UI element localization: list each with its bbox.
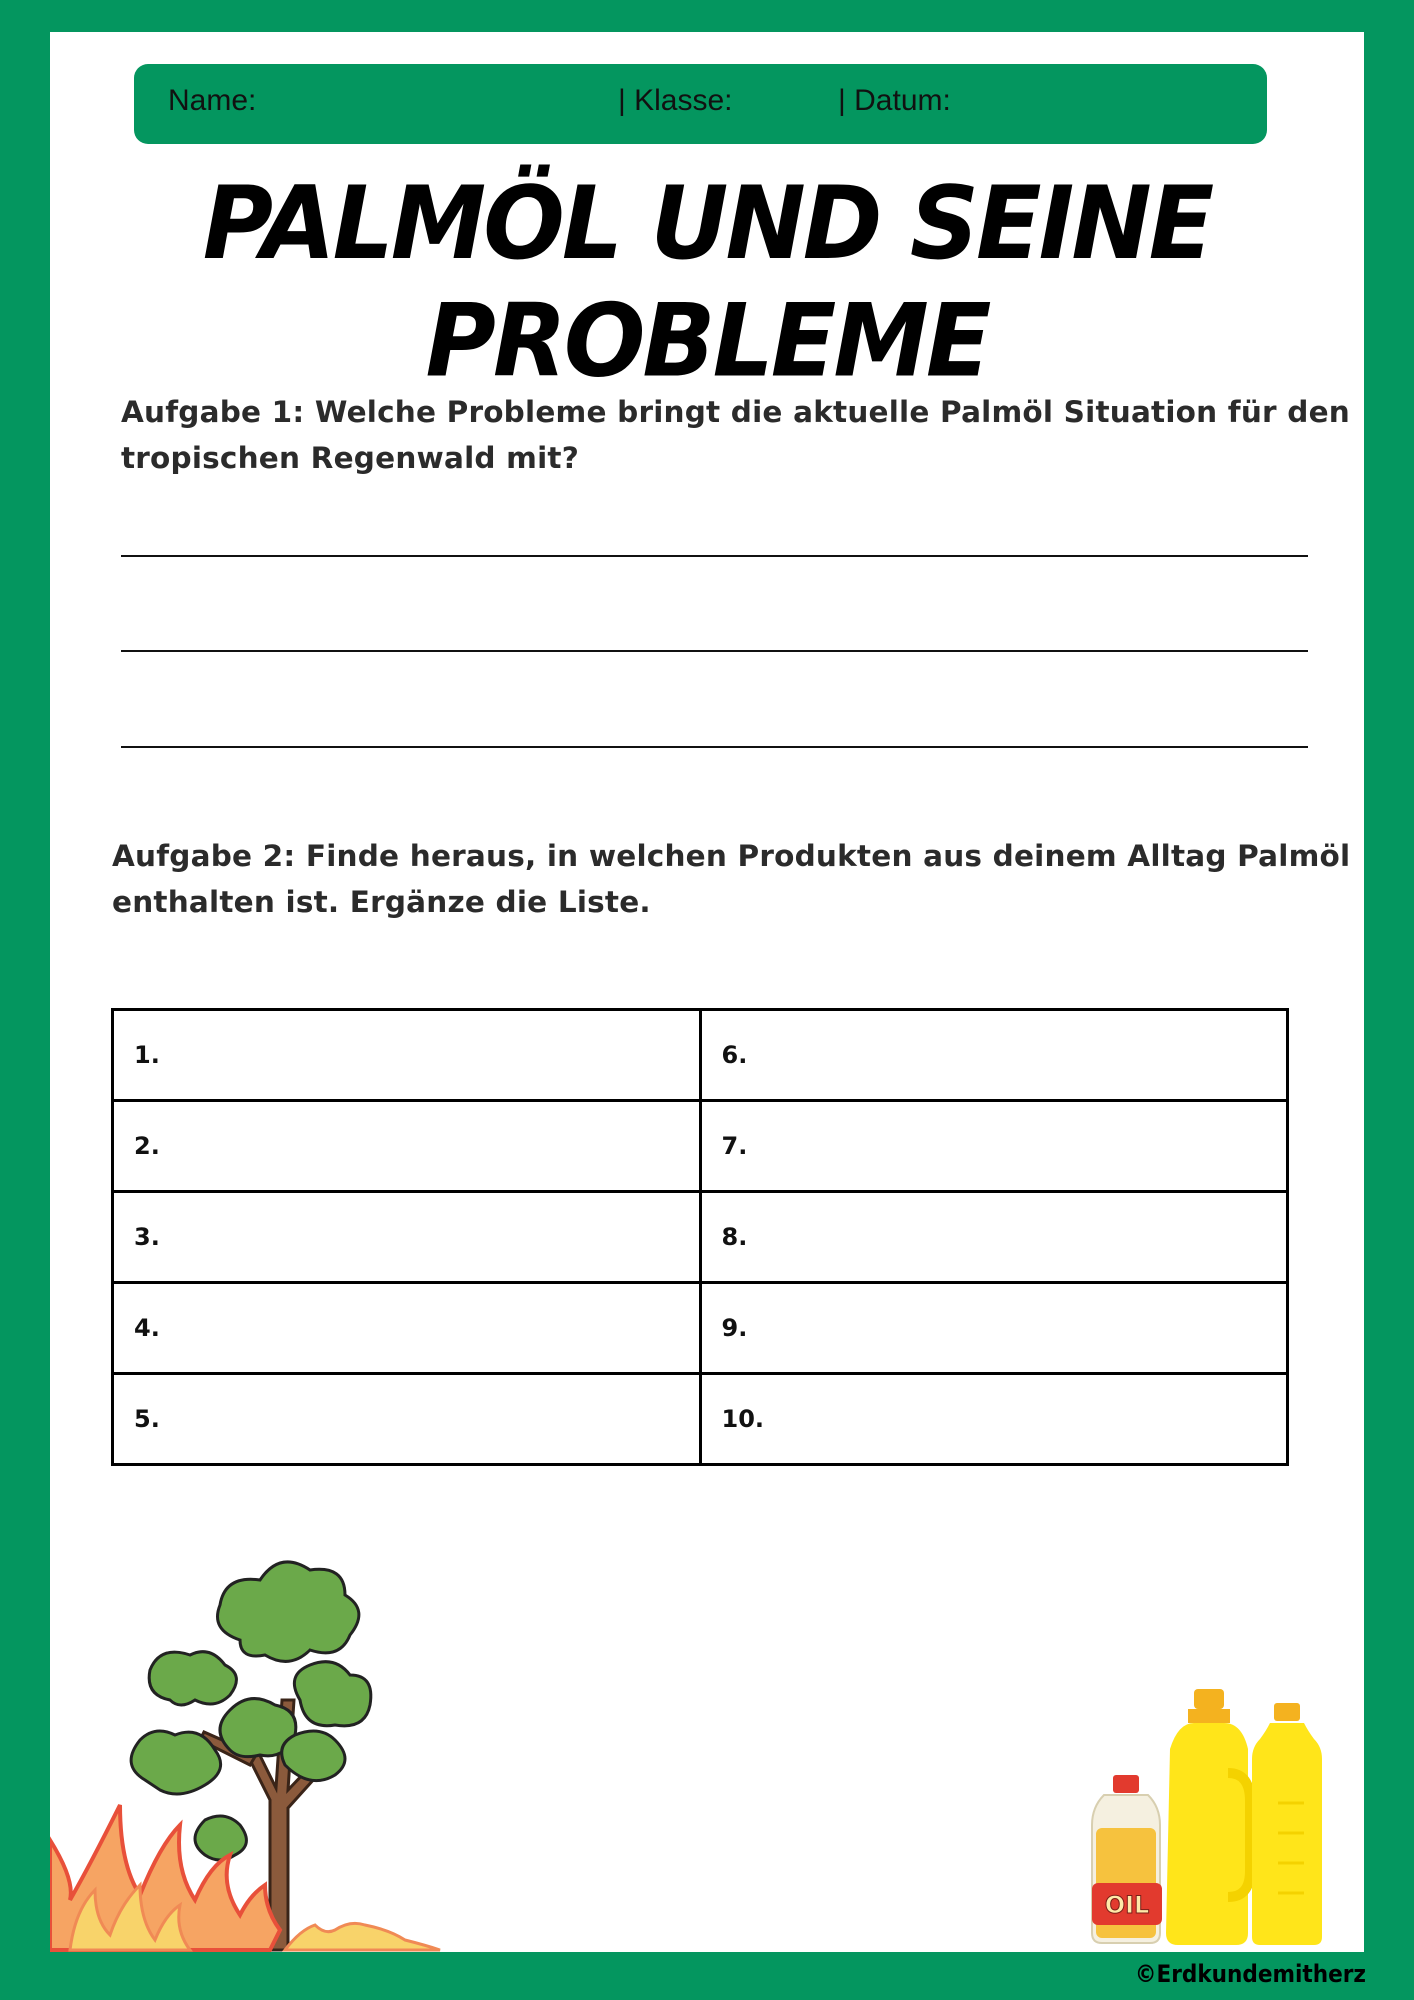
product-entry-cell[interactable]: 3. xyxy=(113,1192,701,1283)
task-1-line-2: tropischen Regenwald mit? xyxy=(121,441,580,475)
date-label: | Datum: xyxy=(838,84,951,117)
big-oil-bottle-icon xyxy=(1166,1689,1250,1945)
product-entry-cell[interactable]: 7. xyxy=(700,1101,1288,1192)
product-entry-cell[interactable]: 6. xyxy=(700,1010,1288,1101)
copyright-notice: ©Erdkundemitherz xyxy=(1134,1960,1366,1988)
tree-canopy xyxy=(131,1562,371,1860)
product-entry-cell[interactable]: 8. xyxy=(700,1192,1288,1283)
product-entry-cell[interactable]: 4. xyxy=(113,1283,701,1374)
task-1 xyxy=(121,389,1350,481)
class-label: | Klasse: xyxy=(618,84,733,117)
product-entry-cell[interactable]: 10. xyxy=(700,1374,1288,1465)
tree-illustration xyxy=(50,1550,510,1956)
table-row xyxy=(113,1283,1288,1374)
oil-label: OIL xyxy=(1104,1891,1150,1919)
table-row xyxy=(113,1192,1288,1283)
product-entry-cell[interactable]: 5. xyxy=(113,1374,701,1465)
product-entry-cell[interactable]: 1. xyxy=(113,1010,701,1101)
product-entry-cell[interactable]: 9. xyxy=(700,1283,1288,1374)
oil-jug-icon xyxy=(1092,1775,1162,1943)
task-2-line-1: Aufgabe 2: Finde heraus, in welchen Produkten aus deinem Alltag Palmöl xyxy=(112,839,1351,873)
task-2-line-2: enthalten ist. Ergänze die Liste. xyxy=(112,885,651,919)
fire-flames-icon xyxy=(50,1805,440,1950)
task-2 xyxy=(112,833,1350,925)
table-row xyxy=(113,1101,1288,1192)
task-1-line-1: Aufgabe 1: Welche Probleme bringt die aktuelle Palmöl Situation für den xyxy=(121,395,1350,429)
tall-oil-bottle-icon xyxy=(1252,1703,1322,1945)
name-label: Name: xyxy=(168,84,257,117)
page-title: PALMÖL UND SEINE PROBLEME xyxy=(202,164,1212,400)
student-info-bar xyxy=(134,64,1267,144)
table-row xyxy=(113,1374,1288,1465)
answer-line[interactable] xyxy=(121,746,1308,748)
product-list-table xyxy=(111,1008,1289,1466)
table-row xyxy=(113,1010,1288,1101)
answer-line[interactable] xyxy=(121,650,1308,652)
product-entry-cell[interactable]: 2. xyxy=(113,1101,701,1192)
oil-bottles-icon xyxy=(1078,1683,1340,1953)
answer-line[interactable] xyxy=(121,555,1308,557)
